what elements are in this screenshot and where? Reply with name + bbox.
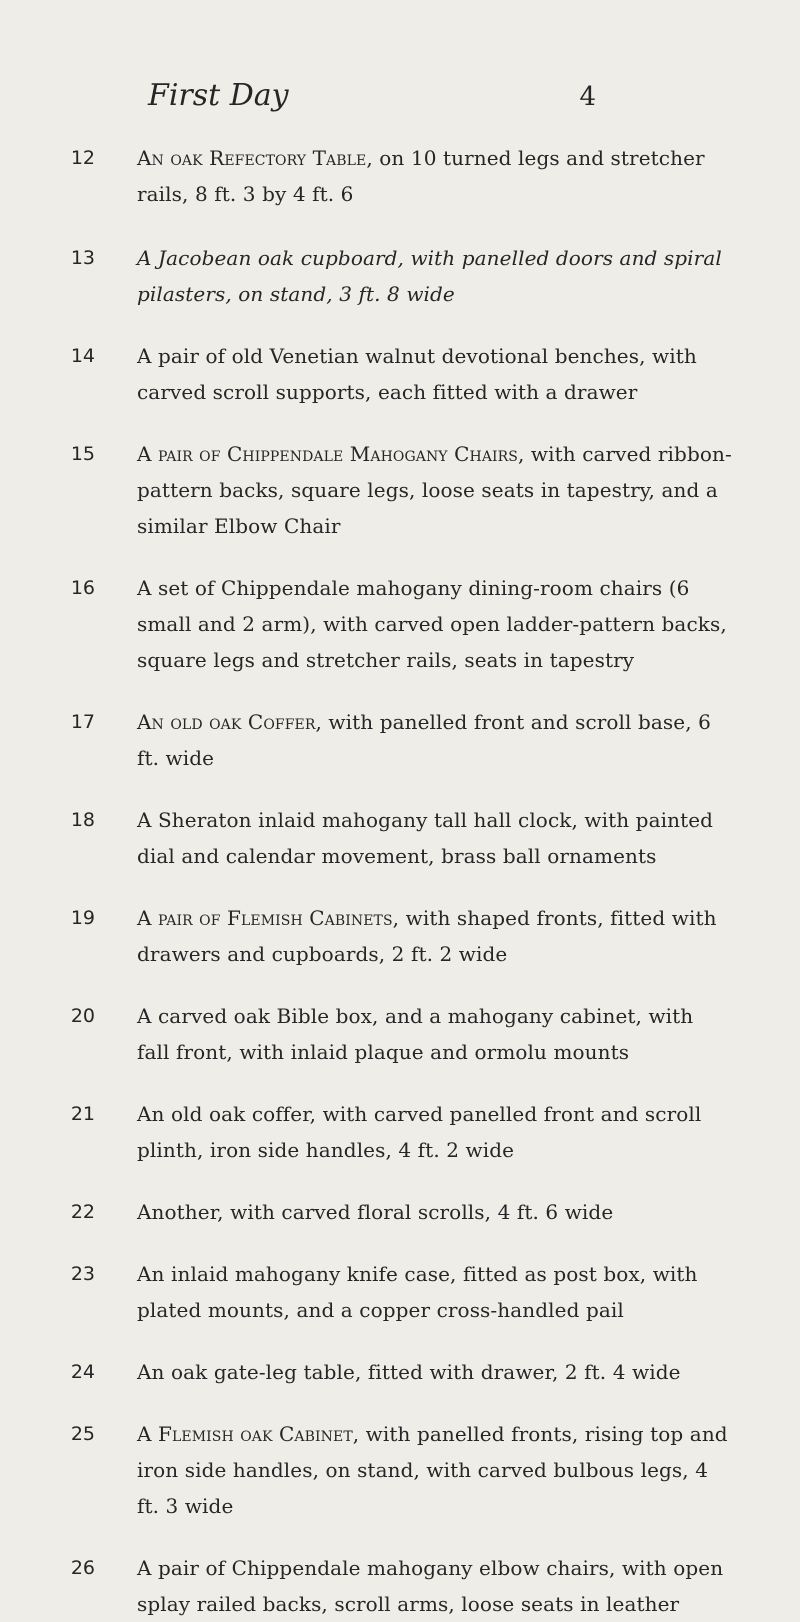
lot-body-text: with panelled front and scroll base, 6 ft. wide [137,710,711,770]
lot-number: 12 [70,147,95,169]
lot-entry [0,1256,800,1328]
lot-entry [0,998,800,1070]
lot-description [137,338,732,410]
lot-number: 20 [70,1005,95,1027]
lot-body-text: A pair of Chippendale mahogany elbow chairs, with open splay railed backs, scroll arms, loose seats in leather [137,1556,724,1616]
lot-body-text: with shaped fronts, fitted with drawers and cupboards, 2 ft. 2 wide [137,906,717,966]
lot-body-text: A pair of old Venetian walnut devotional benches, with carved scroll supports, each fitted with a drawer [137,344,697,404]
lot-description [137,802,732,874]
lot-lead-text: An oak Refectory Table, [137,146,373,170]
lot-description [137,1354,732,1390]
lot-description [137,240,732,312]
lot-body-text: An old oak coffer, with carved panelled front and scroll plinth, iron side handles, 4 ft. 2 wide [137,1102,702,1162]
lot-entry [0,1194,800,1230]
lot-description [137,436,732,544]
lot-body-text: A set of Chippendale mahogany dining-room chairs (6 small and 2 arm), with carved open ladder-pattern backs, square legs and stretcher rails, seats in tapestry [137,576,727,672]
lot-description [137,140,732,212]
lot-body-text: with panelled fronts, rising top and iron side handles, on stand, with carved bulbous legs, 4 ft. 3 wide [137,1422,728,1518]
lot-entry [0,704,800,776]
lot-body-text: A carved oak Bible box, and a mahogany cabinet, with fall front, with inlaid plaque and ormolu mounts [137,1004,694,1064]
lot-entry [0,802,800,874]
lot-description [137,1550,732,1622]
lot-body-text: A Sheraton inlaid mahogany tall hall clock, with painted dial and calendar movement, brass ball ornaments [137,808,714,868]
lot-number: 26 [70,1557,95,1579]
lot-body-text: Another, with carved floral scrolls, 4 ft. 6 wide [137,1200,614,1224]
lot-number: 22 [70,1201,95,1223]
lot-number: 24 [70,1361,95,1383]
lot-list [0,140,800,1622]
lot-description [137,900,732,972]
lot-entry [0,338,800,410]
lot-lead-text: A pair of Flemish Cabinets, [137,906,400,930]
lot-number: 14 [70,345,95,367]
lot-number: 13 [70,247,95,269]
lot-entry [0,1416,800,1524]
lot-description [137,998,732,1070]
lot-number: 19 [70,907,95,929]
lot-lead-text: An old oak Coffer, [137,710,322,734]
lot-number: 23 [70,1263,95,1285]
lot-number: 25 [70,1423,95,1445]
lot-number: 18 [70,809,95,831]
day-heading: First Day [148,78,289,113]
lot-entry [0,570,800,678]
lot-entry [0,1550,800,1622]
lot-entry [0,900,800,972]
lot-entry [0,436,800,544]
lot-lead-text: A Flemish oak Cabinet, [137,1422,360,1446]
lot-description [137,1416,732,1524]
lot-description [137,1096,732,1168]
lot-body-text: An inlaid mahogany knife case, fitted as post box, with plated mounts, and a copper cross-handled pail [137,1262,698,1322]
lot-entry [0,1354,800,1390]
lot-entry [0,1096,800,1168]
lot-description [137,704,732,776]
lot-lead-text: A pair of Chippendale Mahogany Chairs, [137,442,525,466]
lot-body-text: with carved ribbon-pattern backs, square legs, loose seats in tapestry, and a similar Elbow Chair [137,442,732,538]
lot-number: 16 [70,577,95,599]
lot-number: 15 [70,443,95,465]
page-number: 4 [579,82,596,112]
lot-body-text: An oak gate-leg table, fitted with drawer, 2 ft. 4 wide [137,1360,681,1384]
lot-body-text: on 10 turned legs and stretcher rails, 8 ft. 3 by 4 ft. 6 [137,146,705,206]
lot-body-text: A Jacobean oak cupboard, with panelled doors and spiral pilasters, on stand, 3 ft. 8 wide [137,246,722,306]
lot-entry [0,240,800,312]
lot-description [137,1256,732,1328]
lot-entry [0,140,800,212]
lot-description [137,570,732,678]
page-header [148,78,748,113]
lot-number: 21 [70,1103,95,1125]
lot-description [137,1194,732,1230]
lot-number: 17 [70,711,95,733]
